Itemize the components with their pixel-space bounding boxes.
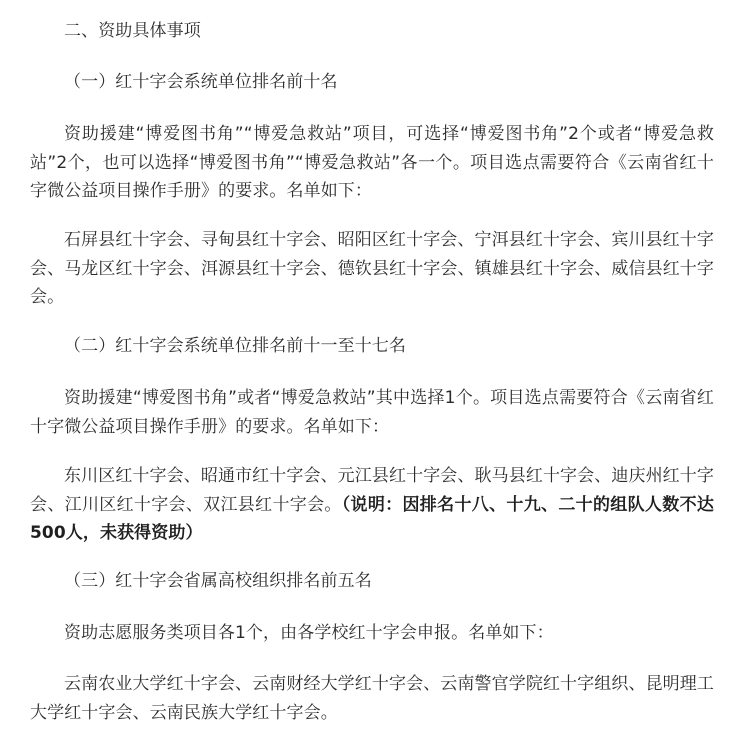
part2-note: （说明：因排名十八、十九、二十的组队人数不达500人，未获得资助） — [30, 494, 714, 543]
part3-list: 云南农业大学红十字会、云南财经大学红十字会、云南警官学院红十字组织、昆明理工大学红十字会、云南民族大学红十字会。 — [30, 674, 714, 723]
part2-heading: （二）红十字会系统单位排名前十一至十七名 — [64, 336, 406, 356]
section-heading: 二、资助具体事项 — [64, 21, 201, 41]
part2-list: 东川区红十字会、昭通市红十字会、元江县红十字会、耿马县红十字会、迪庆州红十字会、江川区红十字会、双江县红十字会。 — [30, 466, 714, 515]
part1-description: 资助援建“博爱图书角”“博爱急救站”项目，可选择“博爱图书角”2个或者“博爱急救站”2个，也可以选择“博爱图书角”“博爱急救站”各一个。项目选点需要符合《云南省红十字微公益项目操作手册》的要求。名单如下： — [30, 124, 714, 201]
part1-heading: （一）红十字会系统单位排名前十名 — [64, 72, 338, 92]
part1-list: 石屏县红十字会、寻甸县红十字会、昭阳区红十字会、宁洱县红十字会、宾川县红十字会、马龙区红十字会、洱源县红十字会、德钦县红十字会、镇雄县红十字会、威信县红十字会。 — [30, 230, 714, 307]
part3-description: 资助志愿服务类项目各1个，由各学校红十字会申报。名单如下： — [64, 623, 554, 643]
part2-description: 资助援建“博爱图书角”或者“博爱急救站”其中选择1个。项目选点需要符合《云南省红十字微公益项目操作手册》的要求。名单如下： — [30, 388, 714, 437]
part2-list-paragraph — [30, 462, 714, 548]
part3-heading: （三）红十字会省属高校组织排名前五名 — [64, 571, 372, 591]
